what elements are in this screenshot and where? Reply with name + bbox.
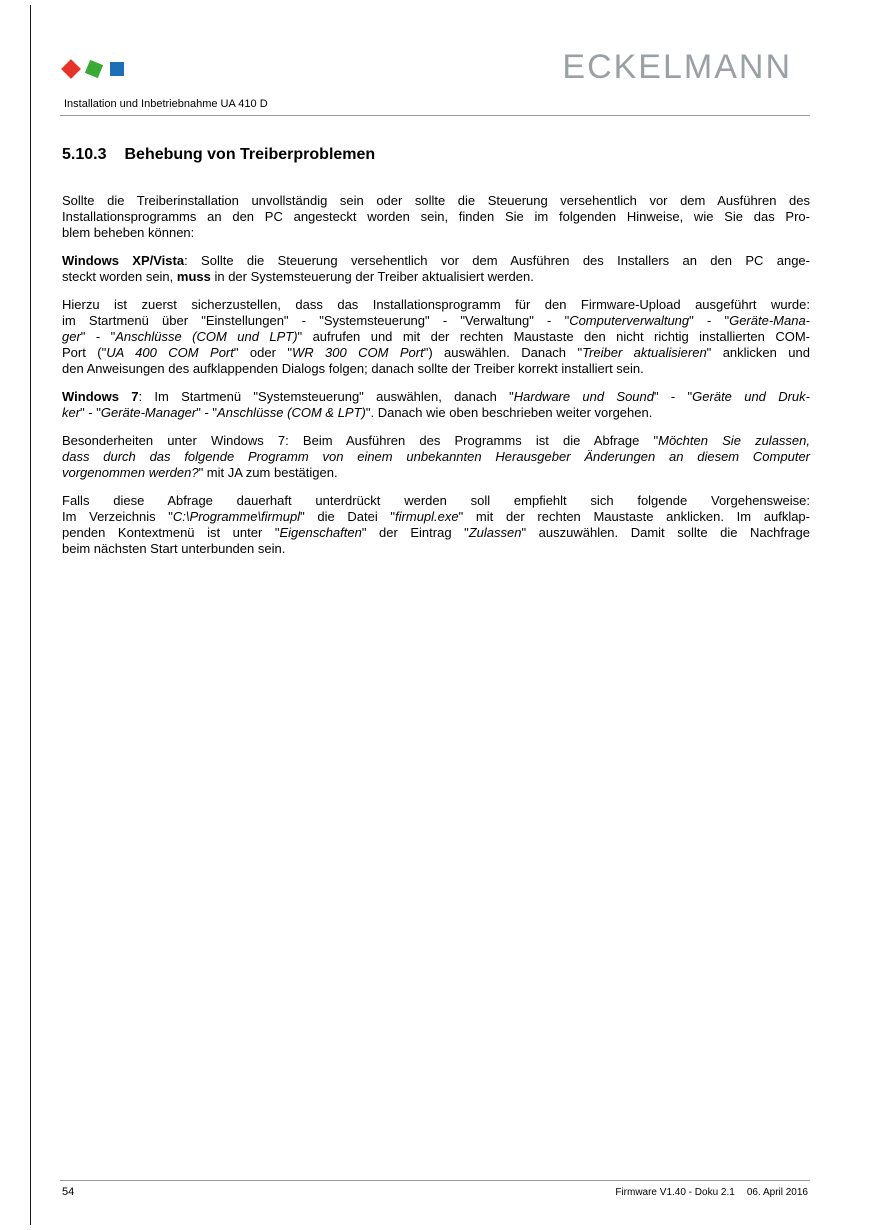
logo-green-square-icon	[85, 60, 103, 78]
text-run: " aufrufen und mit der rechten Maustaste den nicht richtig installierten COM-	[297, 329, 810, 344]
text-run: " - "	[689, 313, 730, 328]
header-rule	[60, 115, 810, 116]
logo-red-square-icon	[61, 59, 81, 79]
text-run: Hierzu ist zuerst sicherzustellen, dass das Installationsprogramm für den Firmware-Upload ausgeführt wurde:	[62, 297, 810, 312]
paragraph	[62, 253, 810, 285]
text-line	[62, 509, 810, 525]
text-line	[62, 361, 810, 377]
text-line	[62, 525, 810, 541]
text-run: " - "	[80, 405, 101, 420]
text-line	[62, 541, 810, 557]
text-run: Zulassen	[468, 525, 522, 540]
paragraph	[62, 193, 810, 241]
footer-info	[615, 1187, 808, 1198]
text-run: " oder "	[233, 345, 292, 360]
text-run: Geräte-Mana-	[729, 313, 810, 328]
eckelmann-logo	[64, 58, 124, 80]
text-run: " - "	[196, 405, 218, 420]
text-run: penden Kontextmenü ist unter "	[62, 525, 280, 540]
text-run: firmupl.exe	[395, 509, 459, 524]
brand-wordmark: ECKELMANN	[562, 48, 792, 86]
text-line	[62, 193, 810, 209]
text-line	[62, 389, 810, 405]
text-run: Installationsprogramms an den PC angesteckt worden sein, finden Sie im folgenden Hinweise, wie Sie das Pro-	[62, 209, 810, 224]
text-run: ger	[62, 329, 81, 344]
text-run: " mit der rechten Maustaste anklicken. Im aufklap-	[458, 509, 810, 524]
text-run: beim nächsten Start unterbunden sein.	[62, 541, 286, 556]
text-run: vorgenommen werden?	[62, 465, 199, 480]
text-run: steckt worden sein,	[62, 269, 177, 284]
text-line	[62, 297, 810, 313]
text-run: Geräte und Druk-	[692, 389, 810, 404]
text-line	[62, 493, 810, 509]
text-run: ") auswählen. Danach "	[423, 345, 583, 360]
text-run: : Sollte die Steuerung versehentlich vor dem Ausführen des Installers an den PC ange-	[184, 253, 810, 268]
paragraph	[62, 493, 810, 557]
text-run: Falls diese Abfrage dauerhaft unterdrückt werden soll empfiehlt sich folgende Vorgehensweise:	[62, 493, 810, 508]
logo-blue-square-icon	[110, 62, 124, 76]
body-paragraphs	[62, 193, 810, 569]
paragraph	[62, 433, 810, 481]
text-run: Computerverwaltung	[569, 313, 690, 328]
text-run: Möchten Sie zulassen,	[658, 433, 810, 448]
footer-doc-info: Firmware V1.40 - Doku 2.1	[615, 1187, 735, 1198]
section-title: Behebung von Treiberproblemen	[124, 146, 376, 163]
text-run: " der Eintrag "	[361, 525, 469, 540]
text-run: muss	[176, 269, 211, 284]
text-run: WR 300 COM Port	[291, 345, 424, 360]
text-line	[62, 329, 810, 345]
section-number: 5.10.3	[62, 146, 107, 163]
text-run: " die Datei "	[300, 509, 396, 524]
text-run: Sollte die Treiberinstallation unvollständig sein oder sollte die Steuerung versehentlich vor dem Ausführen des	[62, 193, 810, 208]
text-run: den Anweisungen des aufklappenden Dialogs folgen; danach sollte der Treiber korrekt installiert sein.	[62, 361, 644, 376]
doc-title: Installation und Inbetriebnahme UA 410 D	[64, 98, 268, 110]
text-run: in der Systemsteuerung der Treiber aktualisiert werden.	[210, 269, 534, 284]
page-footer	[62, 1186, 808, 1198]
text-line	[62, 253, 810, 269]
text-run: Anschlüsse (COM und LPT)	[115, 329, 298, 344]
text-line	[62, 449, 810, 465]
text-run: Treiber aktualisieren	[582, 345, 707, 360]
paragraph	[62, 389, 810, 421]
paragraph	[62, 297, 810, 377]
text-run: Windows XP/Vista	[62, 253, 185, 268]
text-run: Hardware und Sound	[513, 389, 654, 404]
text-run: Im Verzeichnis "	[62, 509, 173, 524]
text-run: Geräte-Manager	[100, 405, 197, 420]
text-run: UA 400 COM Port	[106, 345, 234, 360]
text-run: blem beheben können:	[62, 225, 195, 240]
text-run: Windows 7	[62, 389, 139, 404]
text-run: Besonderheiten unter Windows 7: Beim Ausführen des Programms ist die Abfrage "	[62, 433, 659, 448]
text-run: " anklicken und	[706, 345, 810, 360]
text-line	[62, 405, 810, 421]
text-run: Port ("	[62, 345, 107, 360]
page-number: 54	[62, 1186, 75, 1198]
text-run: ker	[62, 405, 81, 420]
text-run: Anschlüsse (COM & LPT)	[217, 405, 366, 420]
text-run: Eigenschaften	[279, 525, 362, 540]
text-line	[62, 209, 810, 225]
text-run: im Startmenü über "Einstellungen" - "Systemsteuerung" - "Verwaltung" - "	[62, 313, 570, 328]
text-line	[62, 225, 810, 241]
text-run: " - "	[654, 389, 693, 404]
text-run: " - "	[80, 329, 116, 344]
text-run: ". Danach wie oben beschrieben weiter vorgehen.	[365, 405, 653, 420]
text-line	[62, 313, 810, 329]
page-left-rule	[30, 5, 31, 1225]
text-line	[62, 269, 810, 285]
text-run: dass durch das folgende Programm von einem unbekannten Herausgeber Änderungen an diesem Computer	[62, 449, 810, 464]
text-line	[62, 345, 810, 361]
footer-rule	[60, 1180, 810, 1181]
text-run: C:\Programme\firmupl	[172, 509, 301, 524]
text-line	[62, 433, 810, 449]
text-line	[62, 465, 810, 481]
text-run: : Im Startmenü "Systemsteuerung" auswählen, danach "	[138, 389, 514, 404]
text-run: " mit JA zum bestätigen.	[198, 465, 338, 480]
section-heading	[62, 146, 375, 164]
text-run: " auszuwählen. Damit sollte die Nachfrage	[521, 525, 810, 540]
footer-date: 06. April 2016	[746, 1187, 808, 1198]
